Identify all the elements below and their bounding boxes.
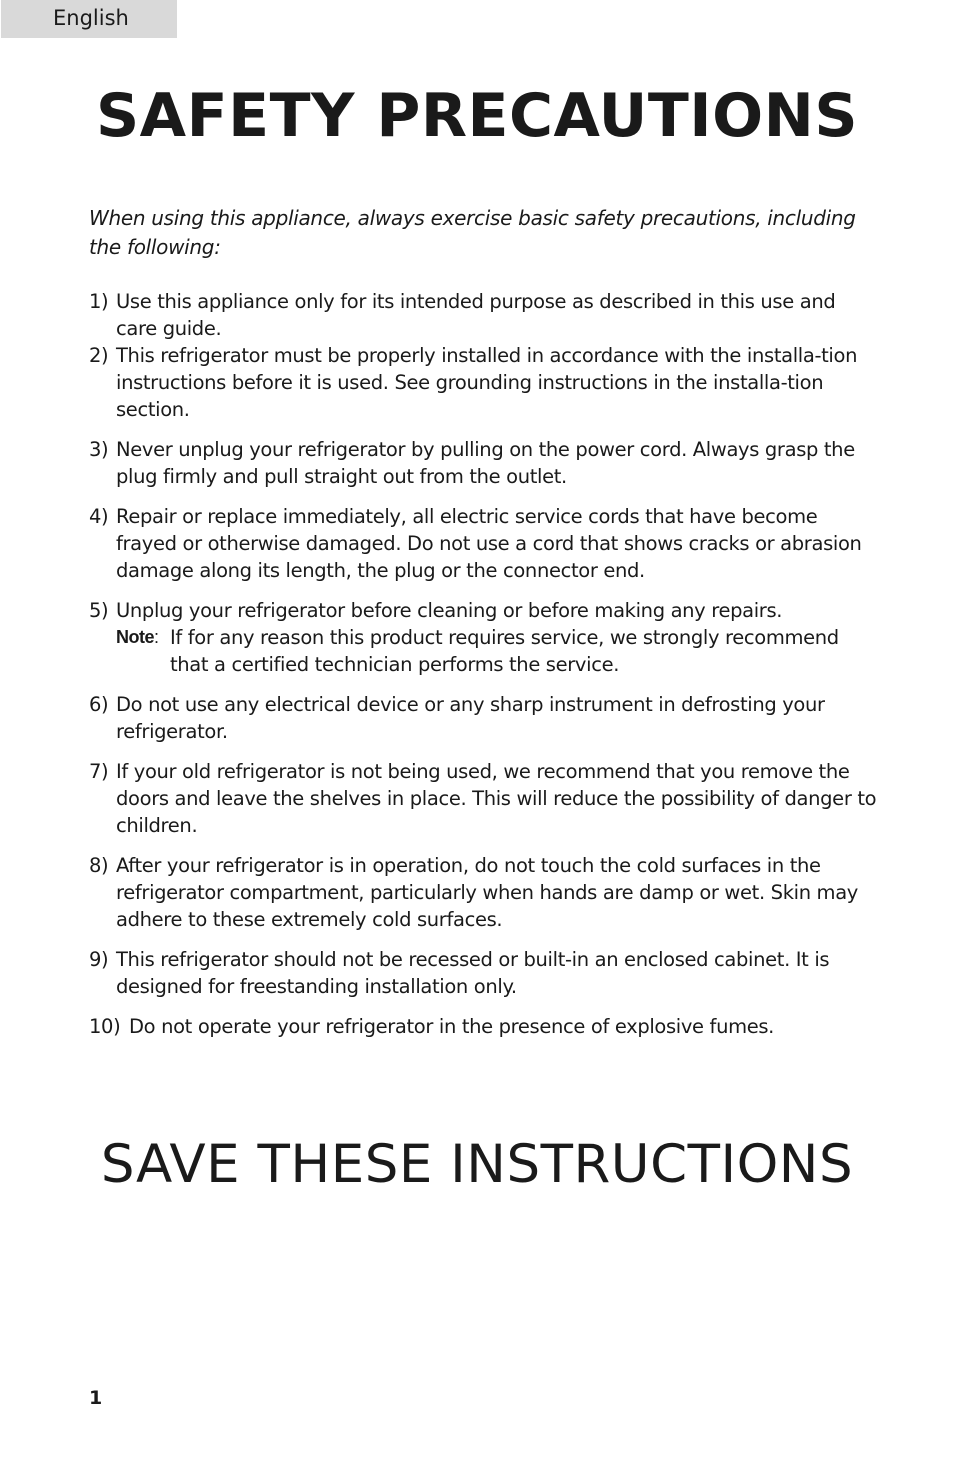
list-item — [89, 288, 879, 342]
item-text: Repair or replace immediately, all electric service cords that have become frayed or otherwise damaged. Do not use a cord that shows cracks or abrasion damage along its length, the plug or the connector end. — [116, 505, 862, 582]
list-item — [89, 1013, 879, 1040]
item-number: 1) — [89, 290, 109, 313]
list-item — [89, 758, 879, 839]
list-item — [89, 342, 879, 423]
item-text: Use this appliance only for its intended purpose as described in this use and care guide. — [116, 290, 836, 340]
list-item — [89, 691, 879, 745]
item-number: 6) — [89, 693, 109, 716]
precautions-list — [89, 288, 879, 1053]
item-text: This refrigerator must be properly installed in accordance with the installa-tion instructions before it is used. See grounding instructions in the installa-tion section. — [116, 344, 858, 421]
intro-text: When using this appliance, always exercise basic safety precautions, including the following: — [89, 206, 856, 259]
item-text: Never unplug your refrigerator by pulling on the power cord. Always grasp the plug firmly and pull straight out from the outlet. — [116, 438, 855, 488]
item-number: 2) — [89, 344, 109, 367]
list-item — [89, 503, 879, 584]
item-number: 7) — [89, 760, 109, 783]
language-tab: English — [1, 0, 177, 38]
item-number: 10) — [89, 1015, 121, 1038]
list-item — [89, 597, 879, 678]
page-number: 1 — [89, 1387, 103, 1409]
item-text: If your old refrigerator is not being used, we recommend that you remove the doors and leave the shelves in place. This will reduce the possibility of danger to children. — [116, 760, 877, 837]
item-text: After your refrigerator is in operation, do not touch the cold surfaces in the refrigerator compartment, particularly when hands are damp or wet. Skin may adhere to these extremely cold surfaces. — [116, 854, 858, 931]
note — [116, 624, 879, 678]
item-text: This refrigerator should not be recessed or built-in an enclosed cabinet. It is designed for freestanding installation only. — [116, 948, 830, 998]
item-number: 8) — [89, 854, 109, 877]
page-title: SAFETY PRECAUTIONS — [95, 81, 859, 151]
save-instructions-heading: SAVE THESE INSTRUCTIONS — [100, 1134, 854, 1195]
item-number: 3) — [89, 438, 109, 461]
note-text: If for any reason this product requires service, we strongly recommend that a certified technician performs the service. — [170, 626, 839, 676]
list-item — [89, 436, 879, 490]
list-item — [89, 852, 879, 933]
item-text: Do not operate your refrigerator in the presence of explosive fumes. — [129, 1015, 775, 1038]
item-text: Do not use any electrical device or any sharp instrument in defrosting your refrigerator. — [116, 693, 825, 743]
item-number: 5) — [89, 599, 109, 622]
note-label: Note: — [116, 627, 159, 647]
item-number: 9) — [89, 948, 109, 971]
item-number: 4) — [89, 505, 109, 528]
list-item — [89, 946, 879, 1000]
item-text: Unplug your refrigerator before cleaning or before making any repairs. — [116, 599, 783, 622]
